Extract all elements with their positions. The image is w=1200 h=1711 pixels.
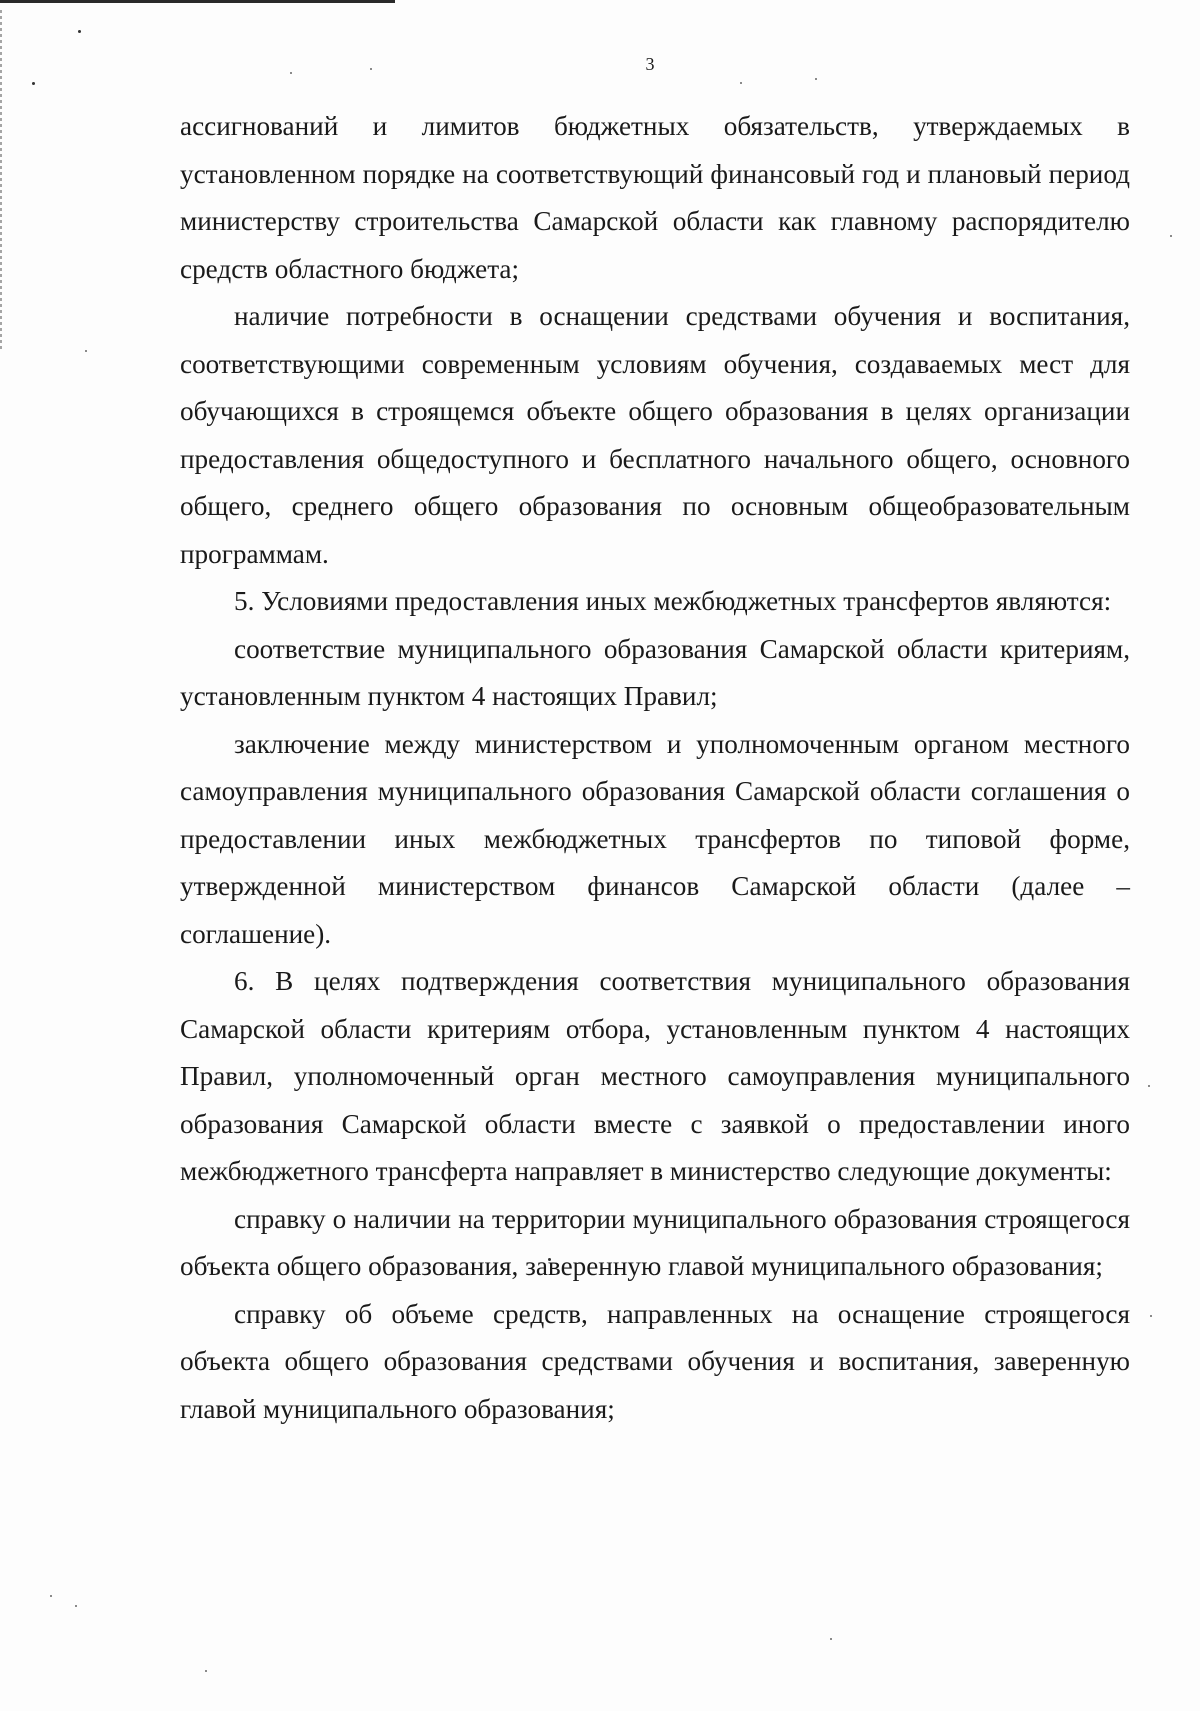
scan-speck <box>815 78 817 80</box>
paragraph-condition-criteria: соответствие муниципального образования Самарской области критериям, установленным пунктом 4 настоящих Правил; <box>180 633 1130 711</box>
paragraph-requirement-need: наличие потребности в оснащении средствами обучения и воспитания, соответствующими современным условиям обучения, создаваемых мест для обучающихся в строящемся объекте общего образования в целях организации предоставления общедоступного и бесплатного начального общего, основного общего, среднего общего образования по основным общеобразовательным программам. <box>180 301 1130 569</box>
scan-speck <box>1148 1085 1150 1087</box>
scan-speck <box>50 1595 52 1597</box>
page-number: 3 <box>645 54 655 74</box>
scan-speck <box>78 30 81 33</box>
paragraph-document-funds: справку об объеме средств, направленных на оснащение строящегося объекта общего образования средствами обучения и воспитания, заверенную главой муниципального образования; <box>180 1298 1130 1424</box>
scan-speck <box>32 82 35 85</box>
paragraph-section-5: 5. Условиями предоставления иных межбюджетных трансфертов являются: <box>234 586 1112 616</box>
paragraph-continuation: ассигнований и лимитов бюджетных обязательств, утверждаемых в установленном порядке на соответствующий финансовый год и плановый период министерству строительства Самарской области как главному распорядителю средств областного бюджета; <box>180 111 1130 284</box>
document-body <box>180 103 1130 1433</box>
scan-speck <box>205 1670 207 1672</box>
scan-speck <box>740 82 742 84</box>
scan-speck <box>1150 1315 1152 1317</box>
scan-edge-left <box>0 10 2 350</box>
scan-speck <box>290 72 292 74</box>
paragraph-document-presence: справку о наличии на территории муниципального образования строящегося объекта общего образования, заверенную главой муниципального образования; <box>180 1203 1130 1281</box>
scan-speck <box>830 1638 832 1640</box>
scan-speck <box>75 1605 77 1607</box>
scan-speck <box>1170 235 1172 237</box>
scan-speck <box>370 68 372 70</box>
paragraph-condition-agreement: заключение между министерством и уполномоченным органом местного самоуправления муниципального образования Самарской области соглашения о предоставлении иных межбюджетных трансфертов по типовой форме, утвержденной министерством финансов Самарской области (далее – соглашение). <box>180 728 1130 949</box>
scan-speck <box>85 350 87 352</box>
paragraph-section-6: 6. В целях подтверждения соответствия муниципального образования Самарской области критериям отбора, установленным пунктом 4 настоящих Правил, уполномоченный орган местного самоуправления муниципального образования Самарской области вместе с заявкой о предоставлении иного межбюджетного трансферта направляет в министерство следующие документы: <box>180 966 1130 1186</box>
scan-edge-line <box>0 0 395 3</box>
